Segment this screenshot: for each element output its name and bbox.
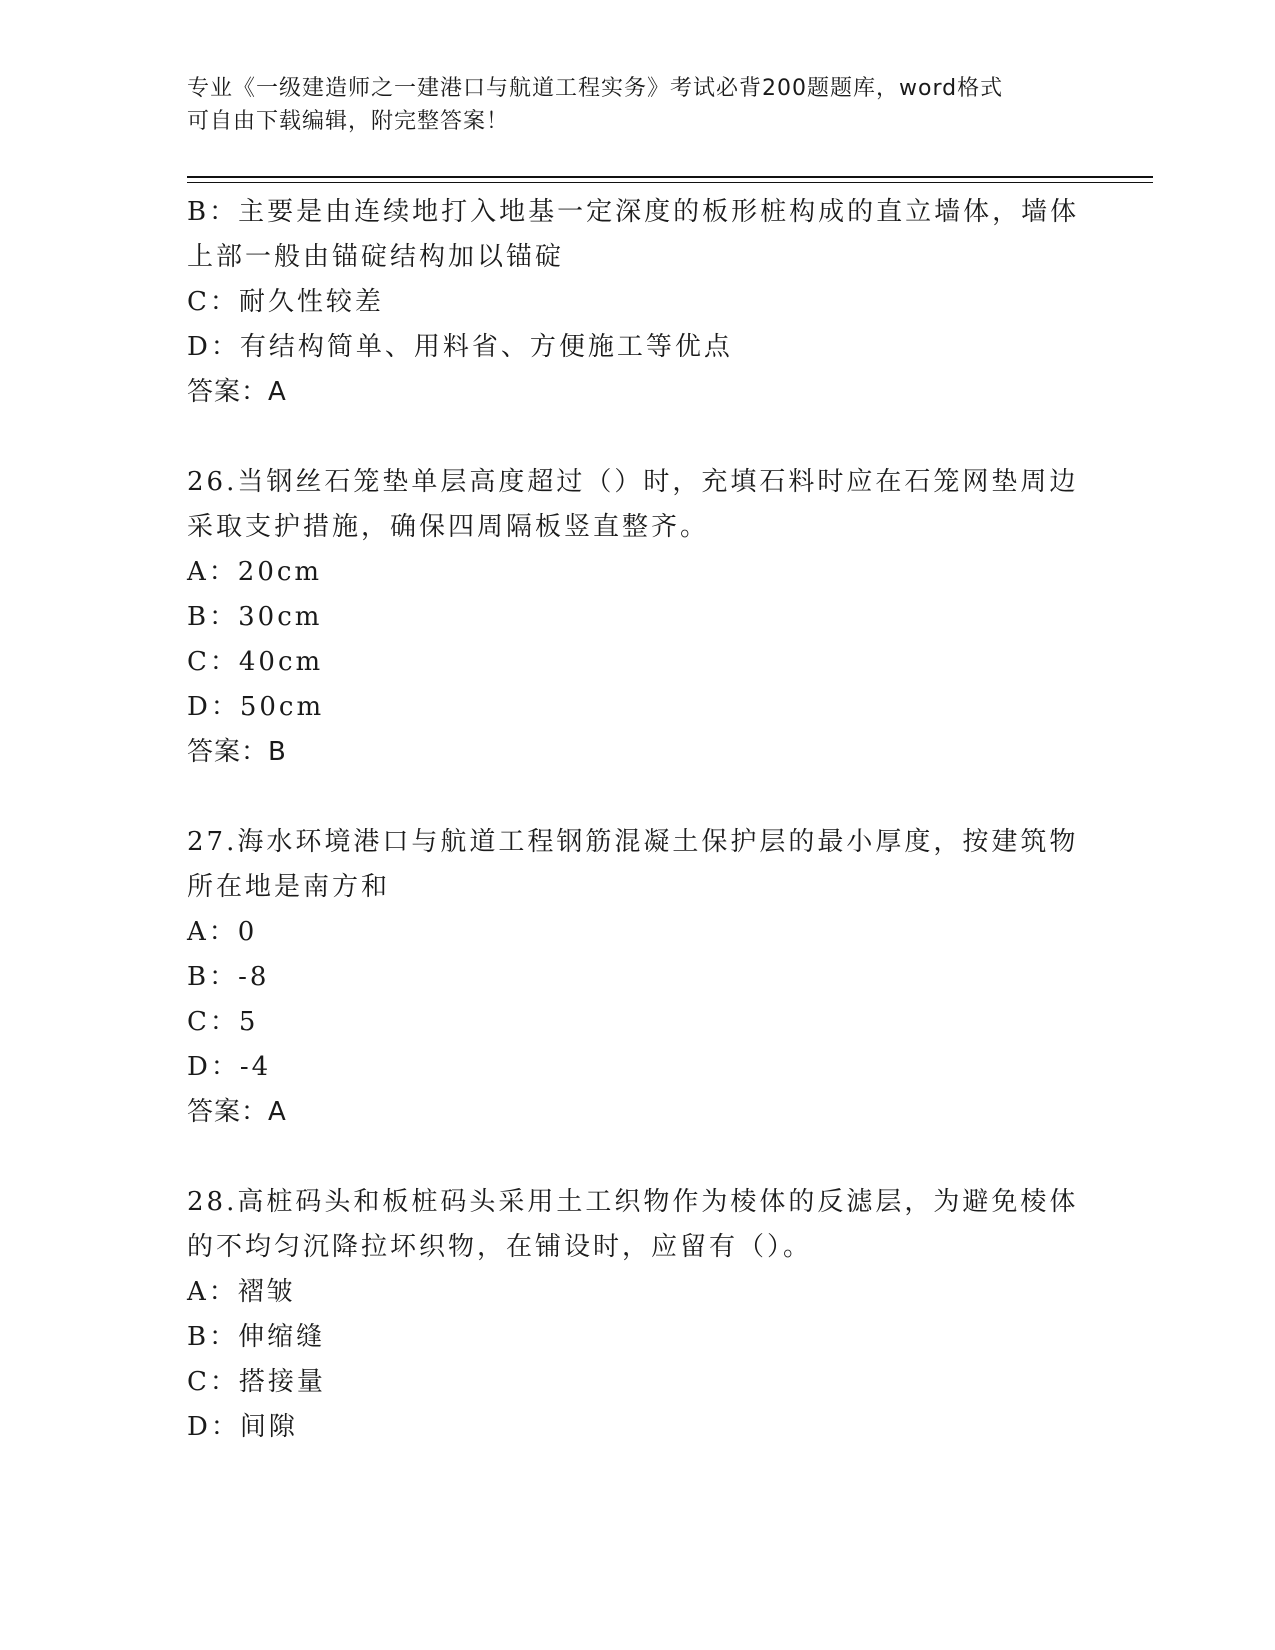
question-stem-line-2: 所在地是南方和 (187, 872, 391, 902)
answer: 答案：A (187, 1097, 287, 1127)
option-c: C：5 (187, 1007, 259, 1037)
option-d: D：50cm (187, 692, 325, 722)
option-a: A：0 (187, 917, 258, 947)
question-stem-line-1: 27.海水环境港口与航道工程钢筋混凝土保护层的最小厚度，按建筑物 (187, 827, 1079, 857)
question-stem-line-1: 26.当钢丝石笼垫单层高度超过（）时，充填石料时应在石笼网垫周边 (187, 467, 1079, 497)
header-line-2: 可自由下载编辑，附完整答案！ (187, 109, 510, 134)
option-b: B：30cm (187, 602, 323, 632)
question-stem-line-2: 的不均匀沉降拉坏织物，在铺设时，应留有（）。 (187, 1232, 813, 1262)
option-a: A：褶皱 (187, 1277, 296, 1307)
header-divider-thick (187, 176, 1153, 178)
option-d: D：-4 (187, 1052, 272, 1082)
option-c: C：耐久性较差 (187, 287, 384, 317)
question-28 (187, 1180, 1087, 1450)
option-b: B：-8 (187, 962, 270, 992)
question-stem-line-1: 28.高桩码头和板桩码头采用土工织物作为棱体的反滤层，为避免棱体 (187, 1187, 1079, 1217)
question-25 (187, 190, 1087, 415)
question-stem-line-2: 采取支护措施，确保四周隔板竖直整齐。 (187, 512, 710, 542)
header-line-1: 专业《一级建造师之一建港口与航道工程实务》考试必背200题题库，word格式 (187, 76, 1004, 101)
option-a: A：20cm (187, 557, 323, 587)
spacer (187, 415, 1087, 460)
option-c: C：搭接量 (187, 1367, 326, 1397)
question-content (187, 190, 1087, 1450)
spacer (187, 1135, 1087, 1180)
question-27 (187, 820, 1087, 1135)
document-header (187, 72, 1087, 138)
question-26 (187, 460, 1087, 775)
option-b: B：伸缩缝 (187, 1322, 326, 1352)
option-d: D：有结构简单、用料省、方便施工等优点 (187, 332, 733, 362)
header-divider-thin (187, 182, 1153, 183)
option-b-line-2: 上部一般由锚碇结构加以锚碇 (187, 242, 565, 272)
spacer (187, 775, 1087, 820)
answer: 答案：A (187, 377, 287, 407)
option-b-line-1: B：主要是由连续地打入地基一定深度的板形桩构成的直立墙体，墙体 (187, 197, 1080, 227)
option-c: C：40cm (187, 647, 324, 677)
option-d: D：间隙 (187, 1412, 298, 1442)
answer: 答案：B (187, 737, 287, 767)
